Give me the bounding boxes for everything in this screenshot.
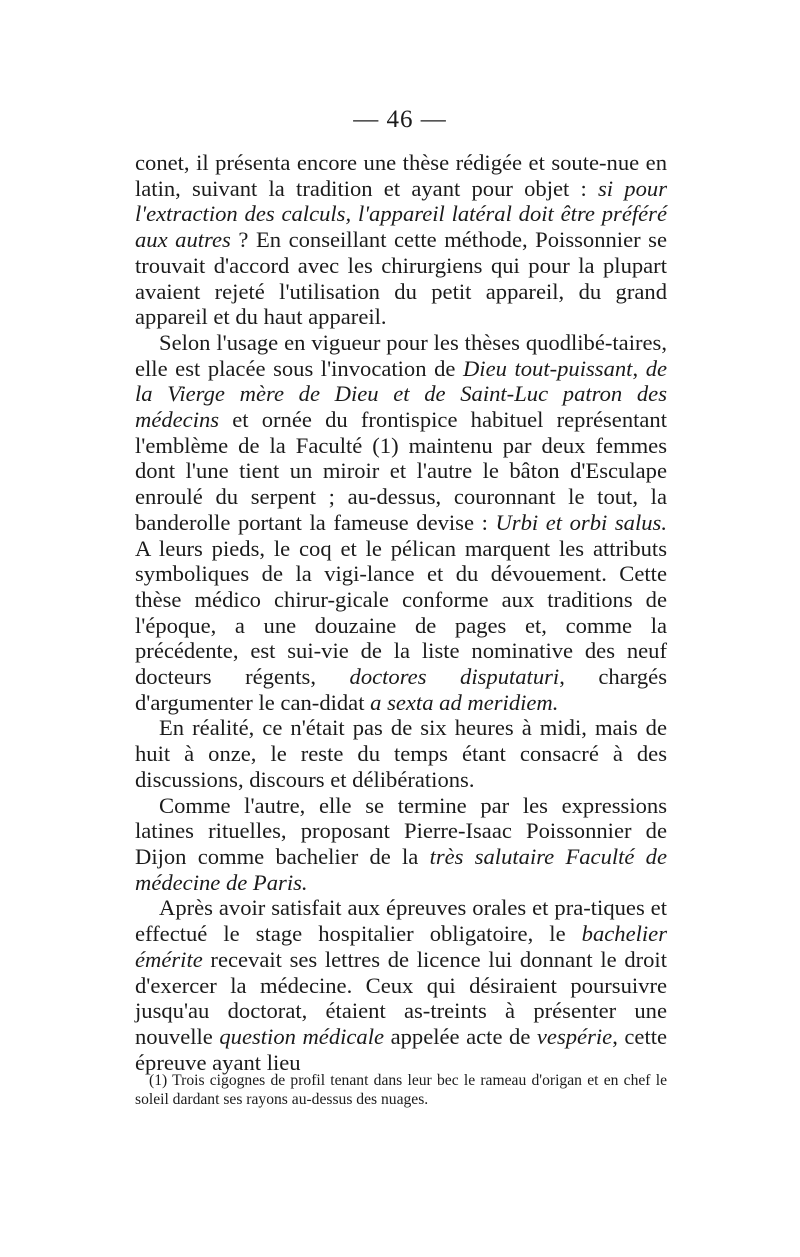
page-number: — 46 — [353, 106, 447, 133]
italic-text: de la Vierge mère de Dieu et de Saint-Luc patron des médecins [135, 355, 668, 433]
paragraph [135, 895, 667, 1075]
text-segment: Selon l'usage en vigueur pour les thèses quodlibé-taires, elle est placée sous l'invocation de [135, 329, 667, 381]
body-text [135, 150, 667, 1075]
text-segment: En réalité, ce n'était pas de six heures à midi, mais de huit à onze, le reste du temps étant consacré à des discussions, discours et délibérations. [135, 715, 667, 792]
italic-text: Dieu tout-puissant [462, 355, 633, 381]
italic-text: si pour l'extraction des calculs, l'appareil latéral doit être préféré aux autres [135, 175, 667, 253]
paragraph [135, 330, 667, 716]
paragraph [135, 150, 667, 330]
footnote-text: (1) Trois cigognes de profil tenant dans leur bec le rameau d'origan et en chef le soleil dardant ses rayons au-dessus des nuages. [135, 1072, 667, 1108]
text-segment: Après avoir satisfait aux épreuves orales et pra-tiques et effectué le stage hospitalier obligatoire, le [135, 895, 667, 947]
text-segment: et ornée du frontispice habituel représentant l'emblème de la Faculté (1) maintenu par deux femmes dont l'une tient un miroir et l'autre le bâton d'Esculape enroulé du serpent ; au-dessus, couronnant le tout, la banderolle portant la fameuse devise : [135, 407, 667, 535]
paragraph [135, 793, 667, 896]
text-segment: recevait ses lettres de licence lui donnant le droit d'exercer la médecine. Ceux qui désiraient poursuivre jusqu'au doctorat, étaient as-treints à présenter une nouvelle [135, 946, 667, 1049]
text-segment: , [632, 355, 646, 381]
footnote [135, 1071, 667, 1109]
text-segment: , chargés d'argumenter le can-didat [135, 664, 667, 715]
italic-text: bachelier émérite [135, 921, 667, 972]
text-segment: A leurs pieds, le coq et le pélican marquent les attributs symboliques de la vigi-lance et du dévouement. Cette thèse médico chirur-gicale conforme aux traditions de l'époque, a une douzaine de pages et, comme la précédente, est sui-vie de la liste nominative des neuf docteurs régents, [135, 535, 667, 690]
text-segment: conet, il présenta encore une thèse rédigée et soute-nue en latin, suivant la tradition et ayant pour objet : [135, 150, 667, 201]
text-segment: Comme l'autre, elle se termine par les expressions latines rituelles, proposant Pierre-Isaac Poissonnier de Dijon comme bachelier de la [135, 792, 667, 869]
italic-text: Urbi et orbi salus. [495, 509, 667, 535]
text-segment: , cette épreuve ayant lieu [135, 1023, 668, 1075]
text-segment: appelée acte de [384, 1023, 537, 1049]
paragraph [135, 715, 667, 792]
text-segment: ? En conseillant cette méthode, Poissonnier se trouvait d'accord avec les chirurgiens qui pour la plupart avaient rejeté l'utilisation du petit appareil, du grand appareil et du haut appareil. [135, 227, 667, 330]
italic-text: a sexta ad meridiem. [370, 689, 559, 715]
italic-text: vespérie [536, 1023, 613, 1049]
italic-text: question médicale [219, 1023, 385, 1049]
italic-text: doctores disputaturi [349, 664, 560, 690]
italic-text: très salutaire Faculté de médecine de Paris. [135, 843, 668, 895]
